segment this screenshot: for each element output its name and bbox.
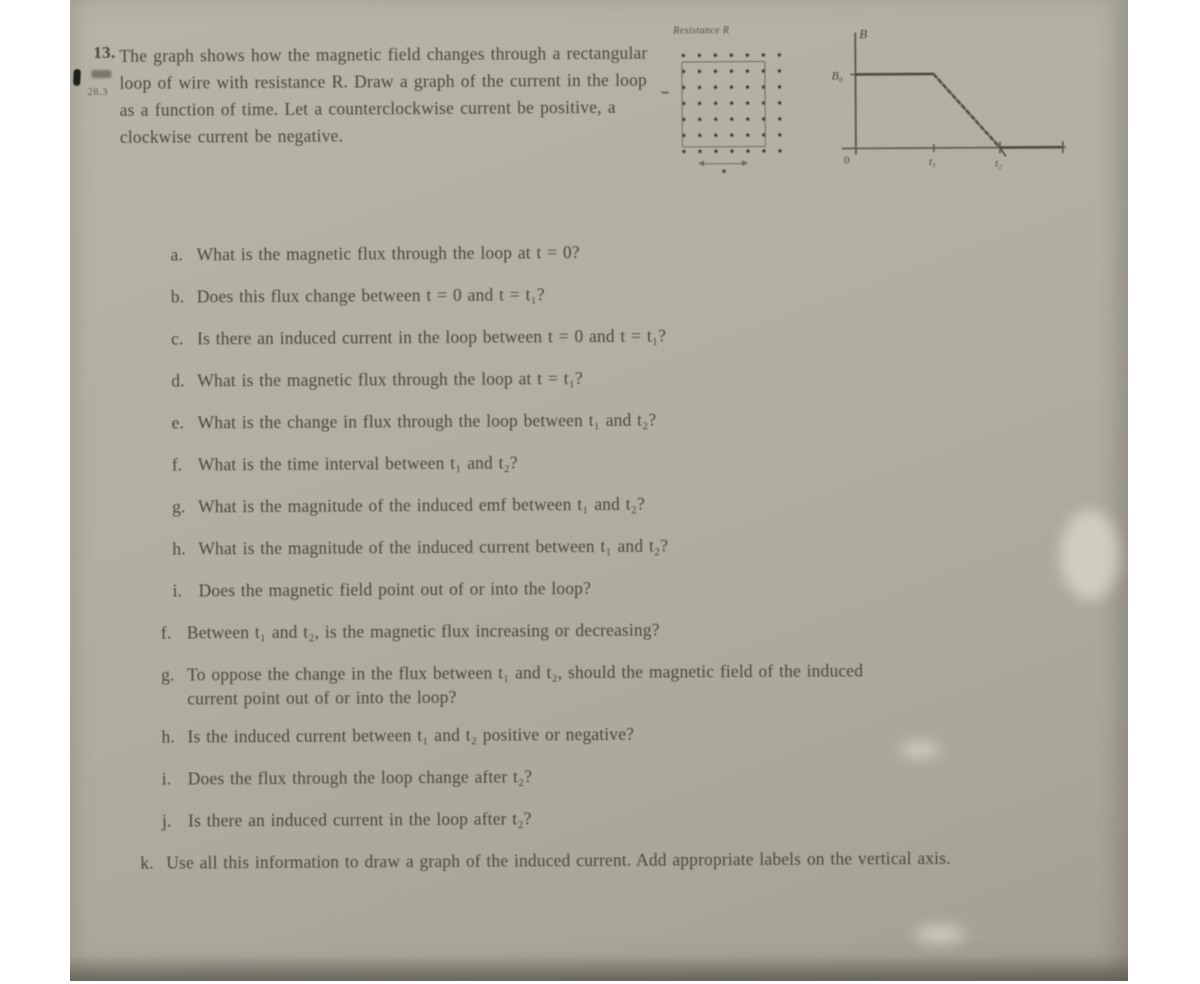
question-letter: e. — [172, 410, 198, 434]
question-letter: h. — [161, 725, 187, 749]
question-letter: j. — [162, 809, 188, 833]
question-letter: g. — [161, 663, 187, 687]
b-vs-t-graph — [825, 23, 1076, 183]
question-text: What is the magnitude of the induced emf between t₁ and t₂? — [198, 494, 645, 517]
question-item — [170, 237, 1094, 267]
question-item — [171, 363, 1095, 393]
question-item — [172, 405, 1096, 435]
origin-label: 0 — [844, 154, 850, 166]
margin-smudge — [91, 70, 111, 78]
b0-label: B₀ — [831, 69, 843, 83]
question-item — [161, 615, 1097, 645]
question-letter: b. — [171, 284, 197, 308]
question-text: Is there an induced current in the loop after t₂? — [188, 808, 532, 830]
photo-smudge — [1060, 510, 1120, 600]
question-item — [172, 531, 1096, 561]
width-dimension-arrow — [700, 163, 746, 164]
question-text: Does this flux change between t = 0 and t = t₁? — [197, 284, 545, 306]
question-letter: i. — [173, 578, 199, 602]
question-list — [134, 237, 1098, 893]
problem-number: 13. — [93, 43, 115, 63]
photo-smudge — [900, 742, 940, 758]
workbook-page-photo — [70, 0, 1128, 981]
question-item — [140, 844, 1176, 874]
question-text: Use all this information to draw a graph of the induced current. Add appropriate labels on the vertical axis. — [166, 848, 950, 873]
question-item — [161, 719, 1097, 749]
question-letter: g. — [172, 494, 198, 518]
y-axis — [855, 32, 856, 154]
t2-label: t₂ — [995, 158, 1002, 170]
question-text: Between t₁ and t₂, is the magnetic flux increasing or decreasing? — [187, 620, 660, 643]
question-letter: a. — [170, 242, 196, 266]
question-item — [172, 489, 1096, 519]
question-text: What is the change in flux through the loop between t₁ and t₂? — [198, 410, 657, 433]
question-letter: d. — [171, 368, 197, 392]
loop-resistance-label: Resistance R — [673, 25, 729, 36]
dimension-dot — [722, 169, 726, 173]
photo-smudge — [915, 925, 965, 943]
b-field-ramp-segment — [933, 74, 999, 148]
wire-loop-outline — [681, 61, 766, 148]
wire-loop-diagram — [659, 25, 800, 176]
question-text: What is the time interval between t₁ and t₂? — [198, 452, 518, 474]
problem-statement — [67, 40, 668, 152]
question-letter: i. — [162, 767, 188, 791]
question-text: Does the flux through the loop change after t₂? — [188, 766, 533, 788]
question-text: Is the induced current between t₁ and t₂ positive or negative? — [187, 724, 634, 747]
question-text: What is the magnitude of the induced current between t₁ and t₂? — [198, 536, 668, 559]
question-letter: f. — [172, 452, 198, 476]
question-item — [171, 279, 1095, 309]
margin-section-ref: 28.3 — [88, 87, 108, 98]
question-text: What is the magnetic flux through the loop at t = t₁? — [197, 368, 583, 390]
page-content — [67, 0, 1131, 984]
y-axis-label: B — [859, 26, 867, 41]
question-text: What is the magnetic flux through the loop at t = 0? — [196, 242, 579, 264]
height-dimension-mark — [662, 92, 669, 94]
t1-label: t₁ — [929, 156, 936, 168]
question-item — [162, 803, 1098, 833]
question-item — [172, 447, 1096, 477]
question-letter: h. — [172, 536, 198, 560]
question-letter: f. — [161, 621, 187, 645]
problem-intro-text: The graph shows how the magnetic field changes through a rectangular loop of wire with resistance R. Draw a graph of the current in the loop as a function of time. Let a counterclockwise current be positive, a clockwise current be negative. — [119, 40, 668, 151]
ramp-overshoot — [1000, 148, 1006, 157]
question-text: To oppose the change in the flux between t₁ and t₂, should the magnetic field of the induced current point out of or into the loop? — [187, 660, 863, 708]
question-letter: c. — [171, 326, 197, 350]
b-field-curve-shadow — [855, 73, 1061, 148]
problem-figure — [659, 23, 1076, 184]
question-text: Does the magnetic field point out of or into the loop? — [199, 578, 592, 600]
question-item — [161, 658, 887, 710]
question-item — [171, 321, 1095, 351]
question-text: Is there an induced current in the loop between t = 0 and t = t₁? — [197, 326, 666, 349]
question-item — [173, 573, 1097, 603]
question-letter: k. — [140, 851, 166, 875]
question-item — [162, 761, 1098, 791]
